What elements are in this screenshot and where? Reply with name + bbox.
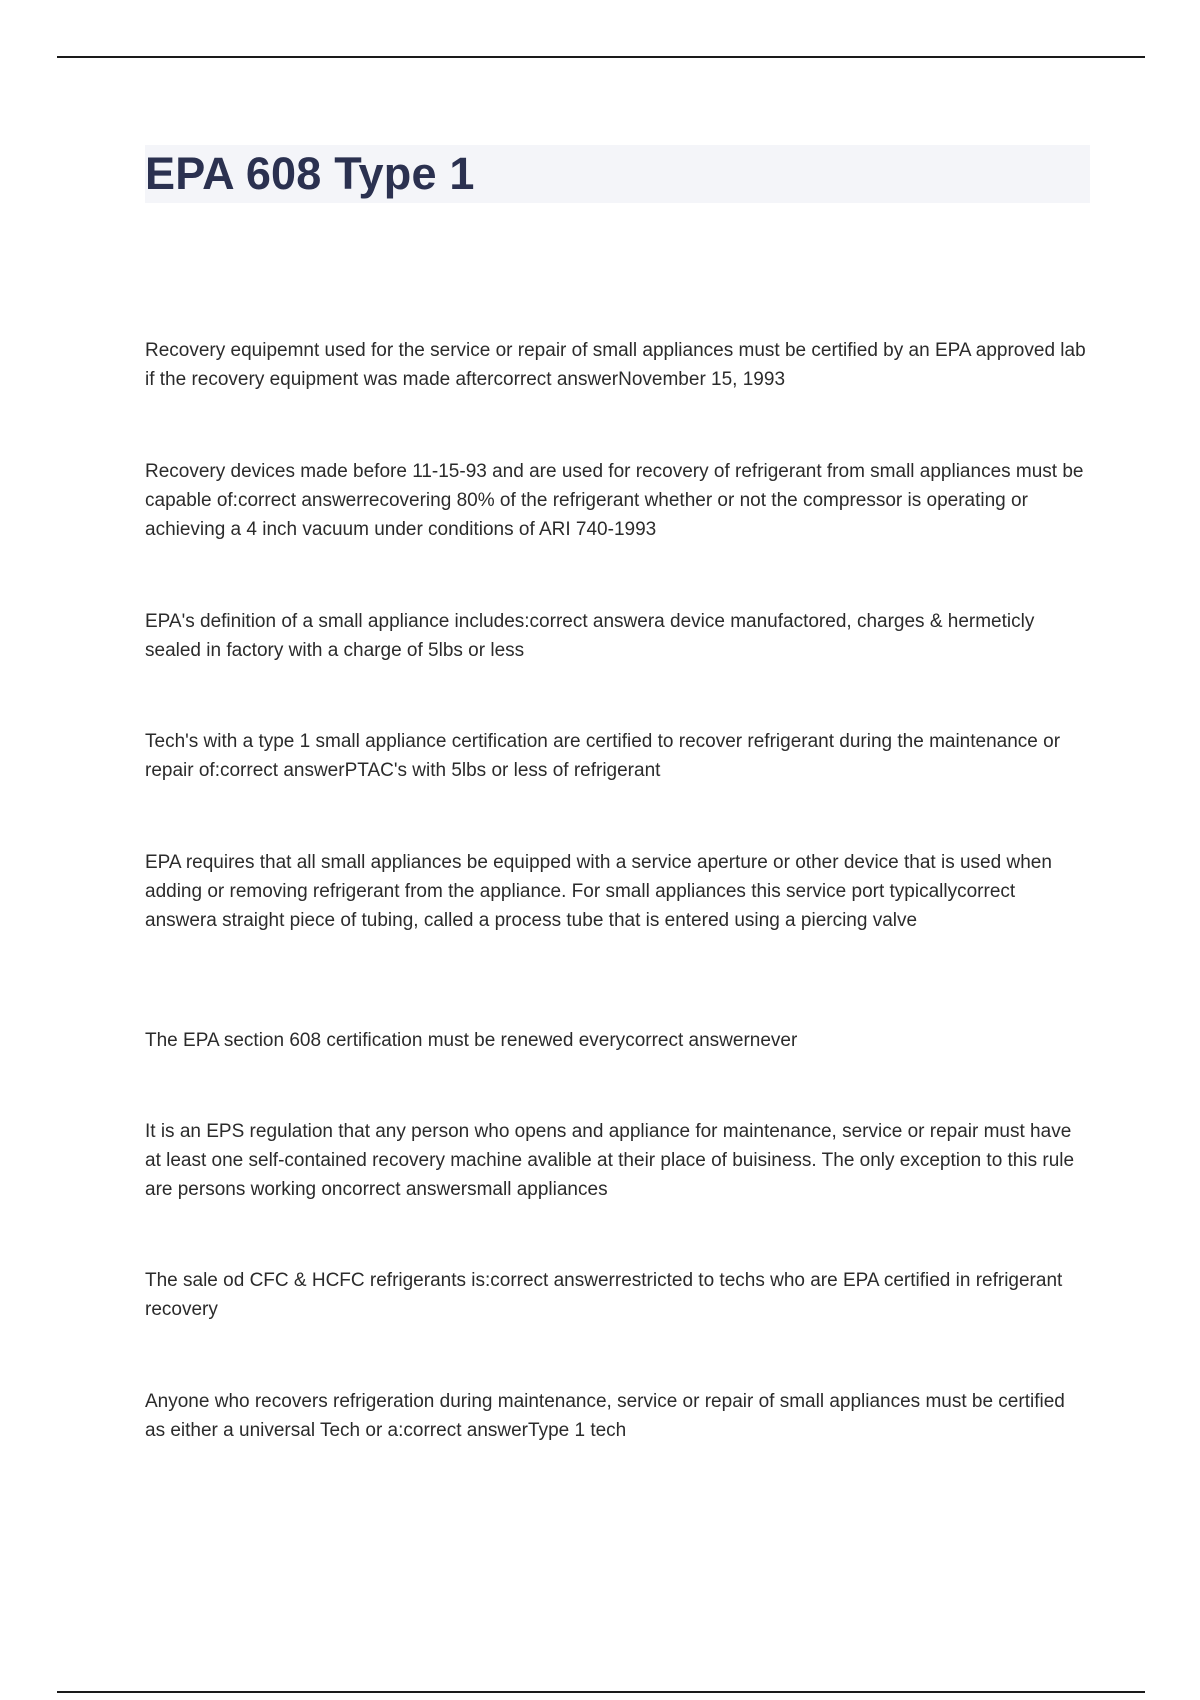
answer-text: November 15, 1993 bbox=[618, 369, 786, 390]
qa-item-4 bbox=[145, 727, 1090, 785]
answer-marker: correct answer bbox=[490, 1270, 615, 1291]
question-text: Tech's with a type 1 small appliance certification are certified to recover refrigerant during the maintenance or repair of: bbox=[145, 731, 1061, 781]
question-text: EPA's definition of a small appliance includes: bbox=[145, 611, 530, 632]
answer-text: a straight piece of tubing, called a process tube that is entered using a piercing valve bbox=[206, 910, 918, 931]
qa-item-3 bbox=[145, 607, 1090, 665]
answer-text: small appliances bbox=[467, 1179, 608, 1200]
question-text: The EPA section 608 certification must be renewed every bbox=[145, 1030, 626, 1051]
answer-text: never bbox=[749, 1030, 798, 1051]
top-rule bbox=[57, 56, 1145, 58]
question-text: It is an EPS regulation that any person who opens and appliance for maintenance, service or repair must have at least one self-contained recovery machine avalible at their place of buisiness. The only exception to this rule are persons working on bbox=[145, 1121, 1075, 1200]
answer-text: restricted to techs who are EPA certified in refrigerant recovery bbox=[145, 1270, 1063, 1320]
question-text: Anyone who recovers refrigeration during maintenance, service or repair of small appliances must be certified as either a universal Tech or a: bbox=[145, 1391, 1065, 1441]
question-text: Recovery devices made before 11-15-93 and are used for recovery of refrigerant from small appliances must be capable of: bbox=[145, 461, 1084, 511]
question-text: The sale od CFC & HCFC refrigerants is: bbox=[145, 1270, 491, 1291]
answer-marker: correct answer bbox=[403, 1420, 529, 1441]
bottom-rule bbox=[57, 1691, 1145, 1693]
qa-item-9 bbox=[145, 1387, 1090, 1445]
answer-marker: correct answer bbox=[625, 1030, 750, 1051]
answer-text: PTAC's with 5lbs or less of refrigerant bbox=[344, 760, 661, 781]
answer-marker: correct answer bbox=[493, 369, 619, 390]
qa-item-8 bbox=[145, 1266, 1090, 1324]
answer-text: recovering 80% of the refrigerant whether or not the compressor is operating or achieving a 4 inch vacuum under conditions of ARI 740-1993 bbox=[145, 490, 1028, 540]
document-title: EPA 608 Type 1 bbox=[145, 148, 475, 199]
answer-text: a device manufactored, charges & hermeticly sealed in factory with a charge of 5lbs or less bbox=[145, 611, 1035, 661]
answer-marker: correct answer bbox=[529, 611, 655, 632]
qa-item-2 bbox=[145, 457, 1090, 544]
answer-marker: correct answer bbox=[237, 490, 363, 511]
answer-marker: correct answer bbox=[219, 760, 345, 781]
answer-text: Type 1 tech bbox=[528, 1420, 627, 1441]
qa-item-5 bbox=[145, 848, 1090, 935]
qa-item-6 bbox=[145, 1026, 1090, 1055]
answer-marker: correct answer bbox=[342, 1179, 468, 1200]
answer-marker: correct answer bbox=[145, 881, 1016, 931]
question-text: Recovery equipemnt used for the service or repair of small appliances must be certified by an EPA approved lab if the recovery equipment was made after bbox=[145, 340, 1086, 390]
qa-item-1 bbox=[145, 336, 1090, 394]
question-text: EPA requires that all small appliances be equipped with a service aperture or other device that is used when adding or removing refrigerant from the appliance. For small appliances this service port typically bbox=[145, 852, 1052, 902]
qa-item-7 bbox=[145, 1117, 1090, 1204]
